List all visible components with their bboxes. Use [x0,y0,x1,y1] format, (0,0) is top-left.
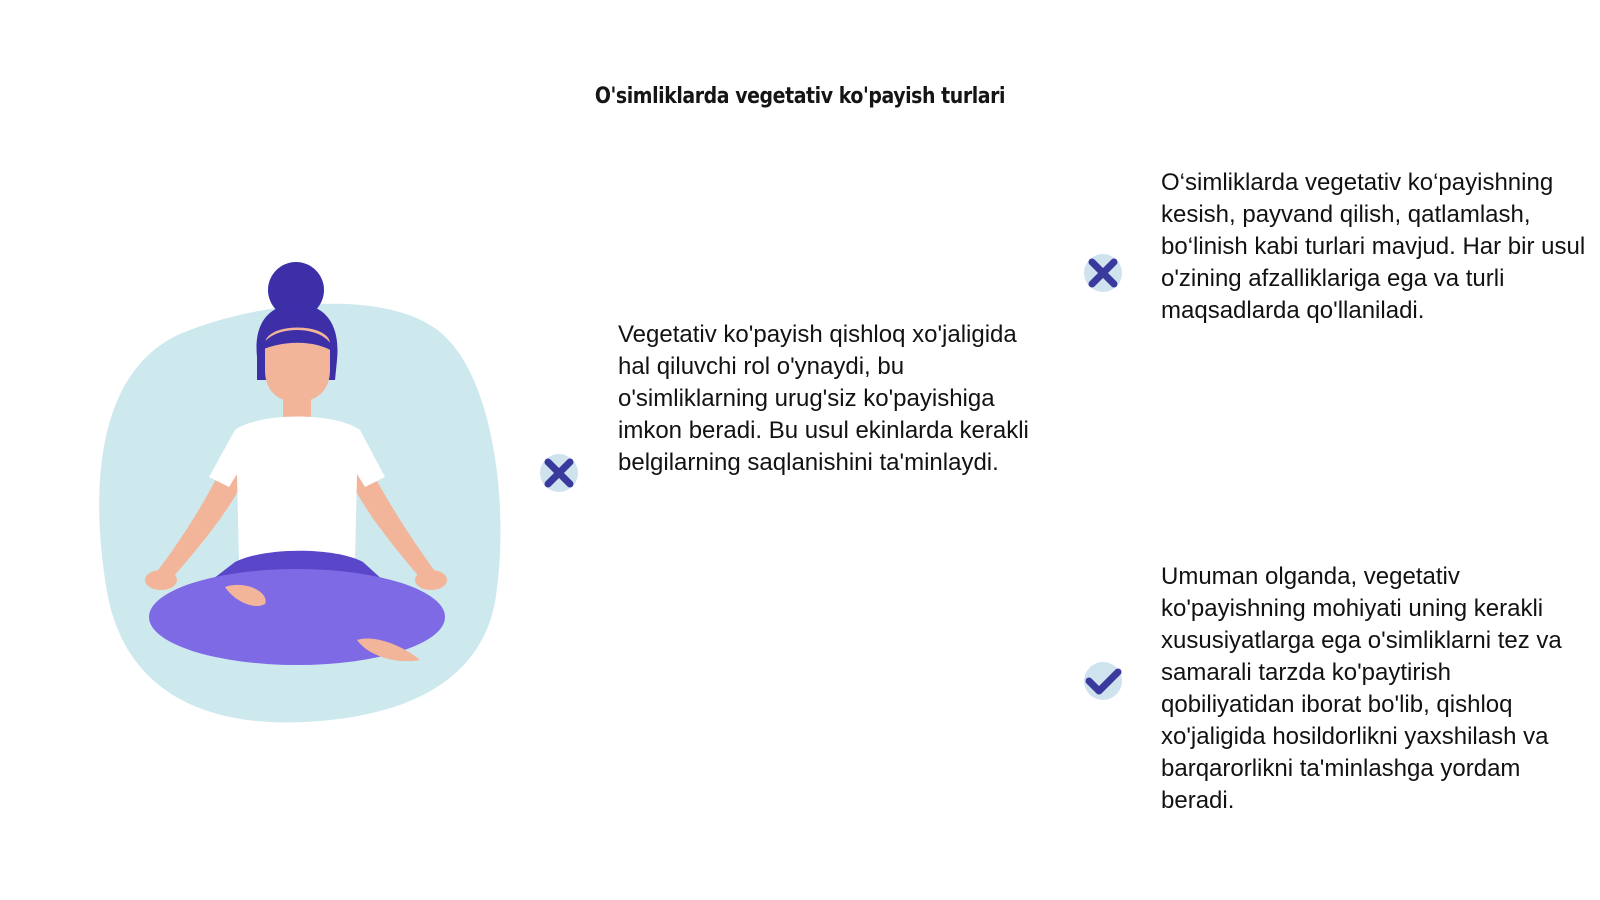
item-text: Vegetativ ko'payish qishloq xo'jaligida hal qiluvchi rol o'ynaydi, bu o'simliklarning urug'siz ko'payishiga imkon beradi. Bu usul ekinlarda kerakli belgilarning saqlanishini ta'minlaydi. [618,321,1029,476]
check-mark-icon [1081,659,1125,703]
item-text: O‘simliklarda vegetativ ko‘payishning kesish, payvand qilish, qatlamlash, bo‘linish kabi turlari mavjud. Har bir usul o'zining afzalliklariga ega va turli maqsadlarda qo'llaniladi. [1161,169,1586,324]
x-mark-icon [1081,251,1125,295]
x-mark-icon [537,451,581,495]
slide-title: O'simliklarda vegetativ ko'payish turlari [594,84,1006,109]
item-text: Umuman olganda, vegetativ ko'payishning mohiyati uning kerakli xususiyatlarga ega o'simliklarni tez va samarali tarzda ko'paytirish qobiliyatidan iborat bo'lib, qishloq xo'jaligida hosildorlikni yaxshilash va barqarorlikni ta'minlashga yordam beradi. [1161,563,1562,814]
meditation-illustration [85,262,515,732]
